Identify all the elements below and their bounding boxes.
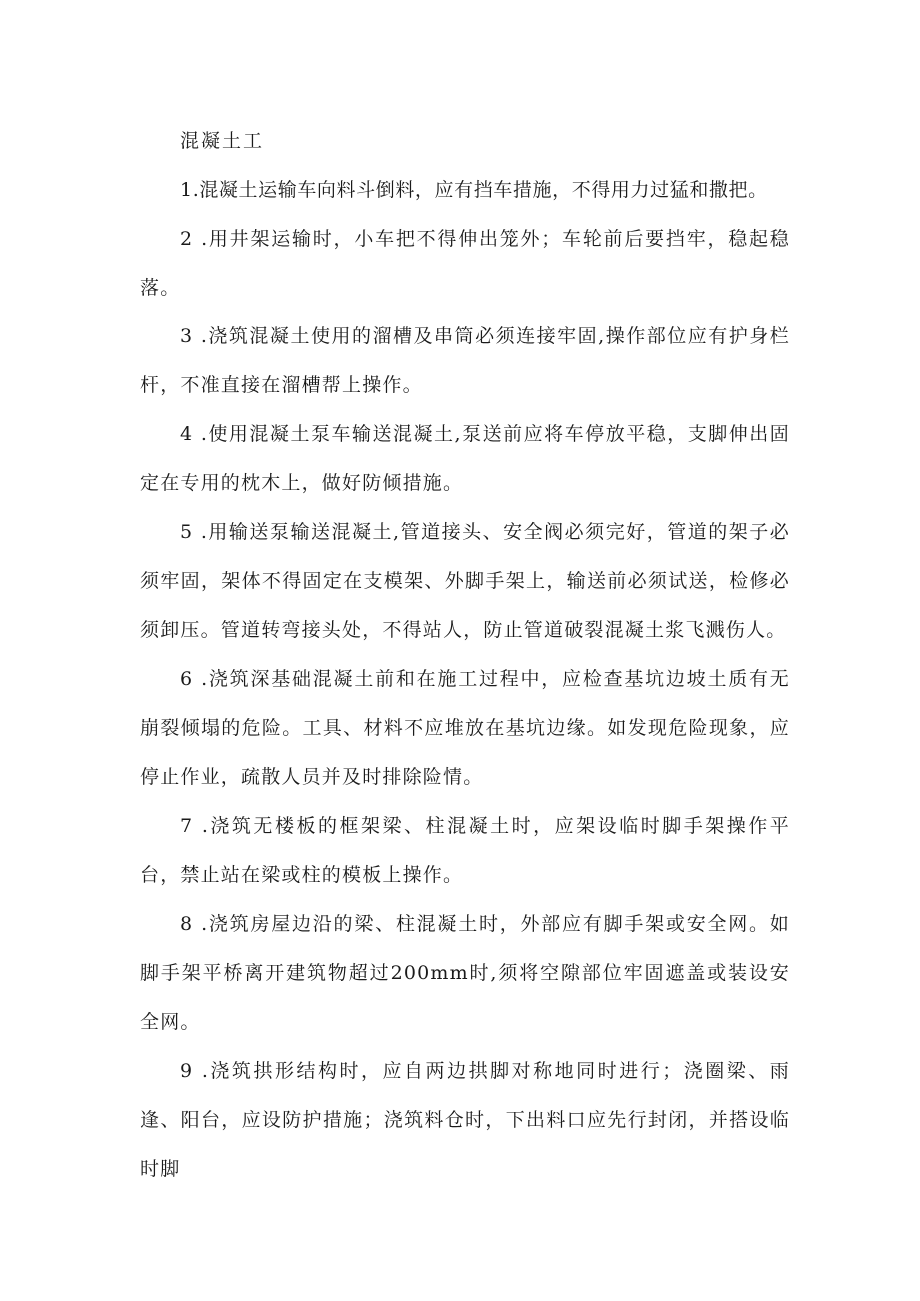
paragraph-4: 4 .使用混凝土泵车输送混凝土,泵送前应将车停放平稳，支脚伸出固定在专用的枕木上，做好防倾措施。 bbox=[140, 423, 790, 494]
paragraph-7: 7 .浇筑无楼板的框架梁、柱混凝土时，应架设临时脚手架操作平台，禁止站在梁或柱的模板上操作。 bbox=[140, 815, 790, 886]
paragraph-8: 8 .浇筑房屋边沿的梁、柱混凝土时，外部应有脚手架或安全网。如脚手架平桥离开建筑物超过200mm时,须将空隙部位牢固遮盖或装设安全网。 bbox=[140, 913, 790, 1033]
document-title: 混凝土工 bbox=[180, 130, 265, 152]
paragraph-9: 9 .浇筑拱形结构时，应自两边拱脚对称地同时进行；浇圈梁、雨逢、阳台，应设防护措施；浇筑料仓时，下出料口应先行封闭，并搭设临时脚 bbox=[140, 1060, 790, 1180]
paragraph-6: 6 .浇筑深基础混凝土前和在施工过程中，应检查基坑边坡土质有无崩裂倾塌的危险。工具、材料不应堆放在基坑边缘。如发现危险现象，应停止作业，疏散人员并及时排除险情。 bbox=[140, 668, 790, 788]
paragraph-3: 3 .浇筑混凝土使用的溜槽及串筒必须连接牢固,操作部位应有护身栏杆，不准直接在溜槽帮上操作。 bbox=[140, 325, 790, 396]
paragraph-2: 2 .用井架运输时，小车把不得伸出笼外；车轮前后要挡牢，稳起稳落。 bbox=[140, 228, 790, 299]
paragraph-1: 1.混凝土运输车向料斗倒料，应有挡车措施，不得用力过猛和撒把。 bbox=[180, 179, 768, 201]
paragraph-5: 5 .用输送泵输送混凝土,管道接头、安全阀必须完好，管道的架子必须牢固，架体不得固定在支模架、外脚手架上，输送前必须试送，检修必须卸压。管道转弯接头处，不得站人，防止管道破裂混凝土浆飞溅伤人。 bbox=[140, 521, 790, 641]
